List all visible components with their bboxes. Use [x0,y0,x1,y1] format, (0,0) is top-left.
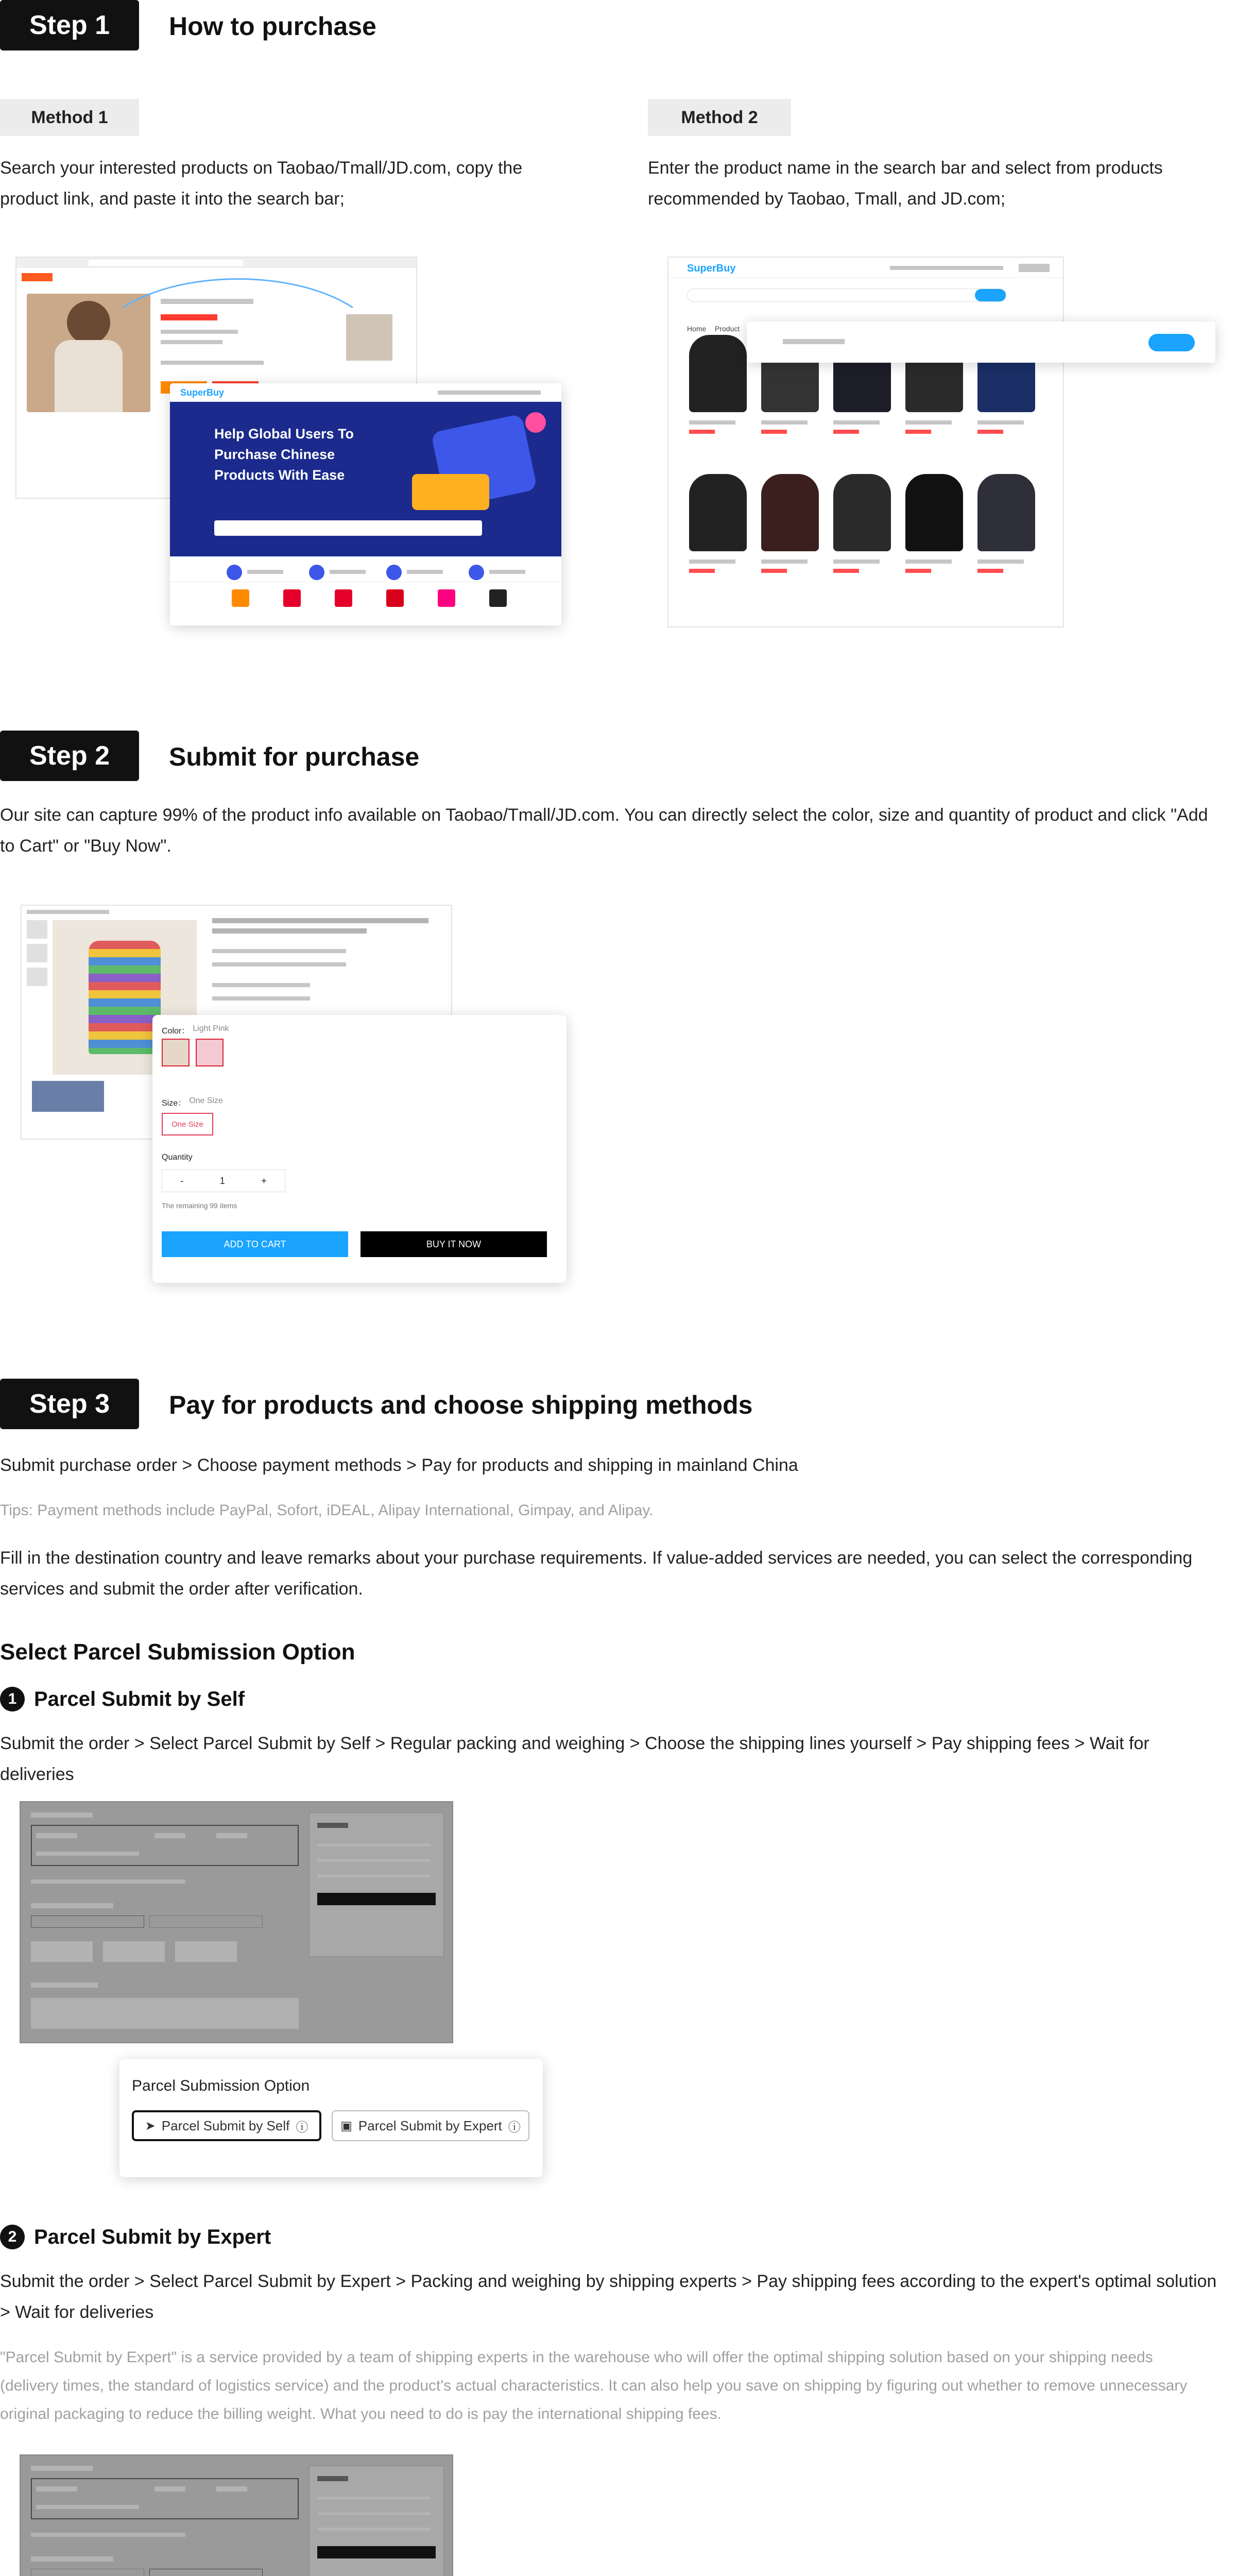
step3-title: Pay for products and choose shipping methods [169,1391,753,1419]
color-swatch-2[interactable] [196,1039,224,1066]
banner-title: Help Global Users To Purchase Chinese Products With Ease [214,426,354,483]
product-price-tag [761,569,787,573]
select-option-title: Select Parcel Submission Option [0,1639,355,1665]
product-price-bar [761,560,808,564]
sku-selector-card [152,1015,566,1283]
product-price-tag [977,430,1003,434]
product-price-bar [833,560,880,564]
step-number-2: 2 [0,2225,25,2249]
product-price-bar [977,560,1024,564]
product-price-bar [905,560,952,564]
product-price-bar [905,420,952,425]
product-thumbnail[interactable] [689,474,747,551]
size-label: Size： [162,1099,186,1108]
search-button[interactable] [1148,334,1195,351]
product-price-tag [761,430,787,434]
qty-value[interactable]: 1 [219,1175,225,1186]
product-price-bar [977,420,1024,425]
submit-by-self-button[interactable] [132,2110,321,2141]
size-option[interactable]: One Size [162,1113,213,1136]
buy-now-button[interactable]: BUY IT NOW [360,1231,547,1257]
method2-badge: Method 2 [648,99,791,136]
option-card-title: Parcel Submission Option [132,2077,310,2094]
step3-fill-text: Fill in the destination country and leave remarks about your purchase requirements. If value-added services are needed, you can select the corresponding services and submit the order after verification. [0,1548,1193,1599]
product-price-bar [833,420,880,425]
step1-title: How to purchase [169,12,376,41]
color-label: Color： [162,1027,190,1036]
step1-badge: Step 1 [0,0,139,50]
order-submit-screenshot-self [20,1801,453,2043]
step3-tip: Tips: Payment methods include PayPal, Sofort, iDEAL, Alipay International, Gimpay, and Alipay. [0,1502,654,1519]
add-to-cart-button[interactable]: ADD TO CART [162,1231,348,1257]
submit-by-expert-button[interactable] [332,2110,529,2141]
order-submit-screenshot-expert [20,2454,453,2576]
help-icon[interactable]: ⓘ [296,2120,308,2134]
help-icon[interactable]: ⓘ [508,2120,521,2134]
expert-heading [0,2225,271,2249]
hero-banner [170,402,561,556]
superbuy-home-card [170,383,561,625]
self-flow: Submit the order > Select Parcel Submit by Self > Regular packing and weighing > Choose the shipping lines yourself > Pay shipping fees > Wait for deliveries [0,1734,1149,1784]
expert-tip: "Parcel Submit by Expert" is a service provided by a team of shipping experts in the warehouse who will offer the optimal shipping solution based on your shipping needs (delivery times, the standard of logistics service) and the product's actual characteristics. It can also help you save on shipping by figuring out whether to remove unnecessary original packaging to reduce the billing weight. What you need to do is pay the international shipping fees. [0,2349,1188,2422]
product-price-bar [761,420,808,425]
tab-home[interactable]: Home [687,325,707,333]
product-thumbnail[interactable] [977,474,1035,551]
product-price-tag [905,430,931,434]
step2-badge: Step 2 [0,731,139,781]
self-heading [0,1687,245,1711]
step2-text: Our site can capture 99% of the product info available on Taobao/Tmall/JD.com. You can directly select the color, size and quantity of product and click "Add to Cart" or "Buy Now". [0,805,1208,856]
quantity-label: Quantity [162,1153,193,1162]
product-price-tag [689,569,715,573]
product-price-tag [689,430,715,434]
color-value: Light Pink [193,1024,229,1033]
step-number-1: 1 [0,1687,25,1711]
superbuy-logo-2: SuperBuy [687,263,736,274]
superbuy-logo: SuperBuy [180,387,225,398]
parcel-option-card-self [119,2059,543,2177]
product-price-tag [905,569,931,573]
product-price-tag [977,569,1003,573]
self-button-label: Parcel Submit by Self [161,2117,290,2133]
step2-title: Submit for purchase [169,742,420,771]
superbuy-search-screenshot [667,257,1064,628]
size-value: One Size [189,1096,223,1105]
product-thumbnail[interactable] [761,474,819,551]
qty-plus-button[interactable]: + [261,1175,267,1186]
expert-title: Parcel Submit by Expert [34,2225,271,2248]
quantity-stepper[interactable] [162,1170,285,1192]
expert-icon: ▣ [340,2119,352,2133]
banner-search-bar[interactable] [214,520,482,536]
product-price-tag [833,569,859,573]
step3-badge: Step 3 [0,1379,139,1429]
color-swatch-1[interactable] [162,1039,190,1066]
method1-text: Search your interested products on Taobao/Tmall/JD.com, copy the product link, and paste it into the search bar; [0,158,523,209]
product-price-bar [689,420,735,425]
expert-flow: Submit the order > Select Parcel Submit by Expert > Packing and weighing by shipping experts > Pay shipping fees according to the expert's optimal solution > Wait for deliveries [0,2272,1217,2322]
self-title: Parcel Submit by Self [34,1687,245,1710]
product-thumbnail[interactable] [689,335,747,412]
product-thumbnail[interactable] [833,474,891,551]
product-price-bar [689,560,735,564]
tab-product[interactable]: Product [715,325,740,333]
expert-button-label: Parcel Submit by Expert [358,2117,502,2133]
product-price-tag [833,430,859,434]
remaining-text: The remaining 99 items [162,1201,237,1210]
product-thumbnail[interactable] [905,474,963,551]
step3-flow: Submit purchase order > Choose payment methods > Pay for products and shipping in mainland China [0,1455,798,1475]
send-icon: ➤ [145,2119,156,2133]
floating-search-bar[interactable] [747,321,1215,363]
qty-minus-button[interactable]: - [180,1175,184,1186]
method2-text: Enter the product name in the search bar and select from products recommended by Taobao, Tmall, and JD.com; [648,158,1163,209]
method1-badge: Method 1 [0,99,139,136]
